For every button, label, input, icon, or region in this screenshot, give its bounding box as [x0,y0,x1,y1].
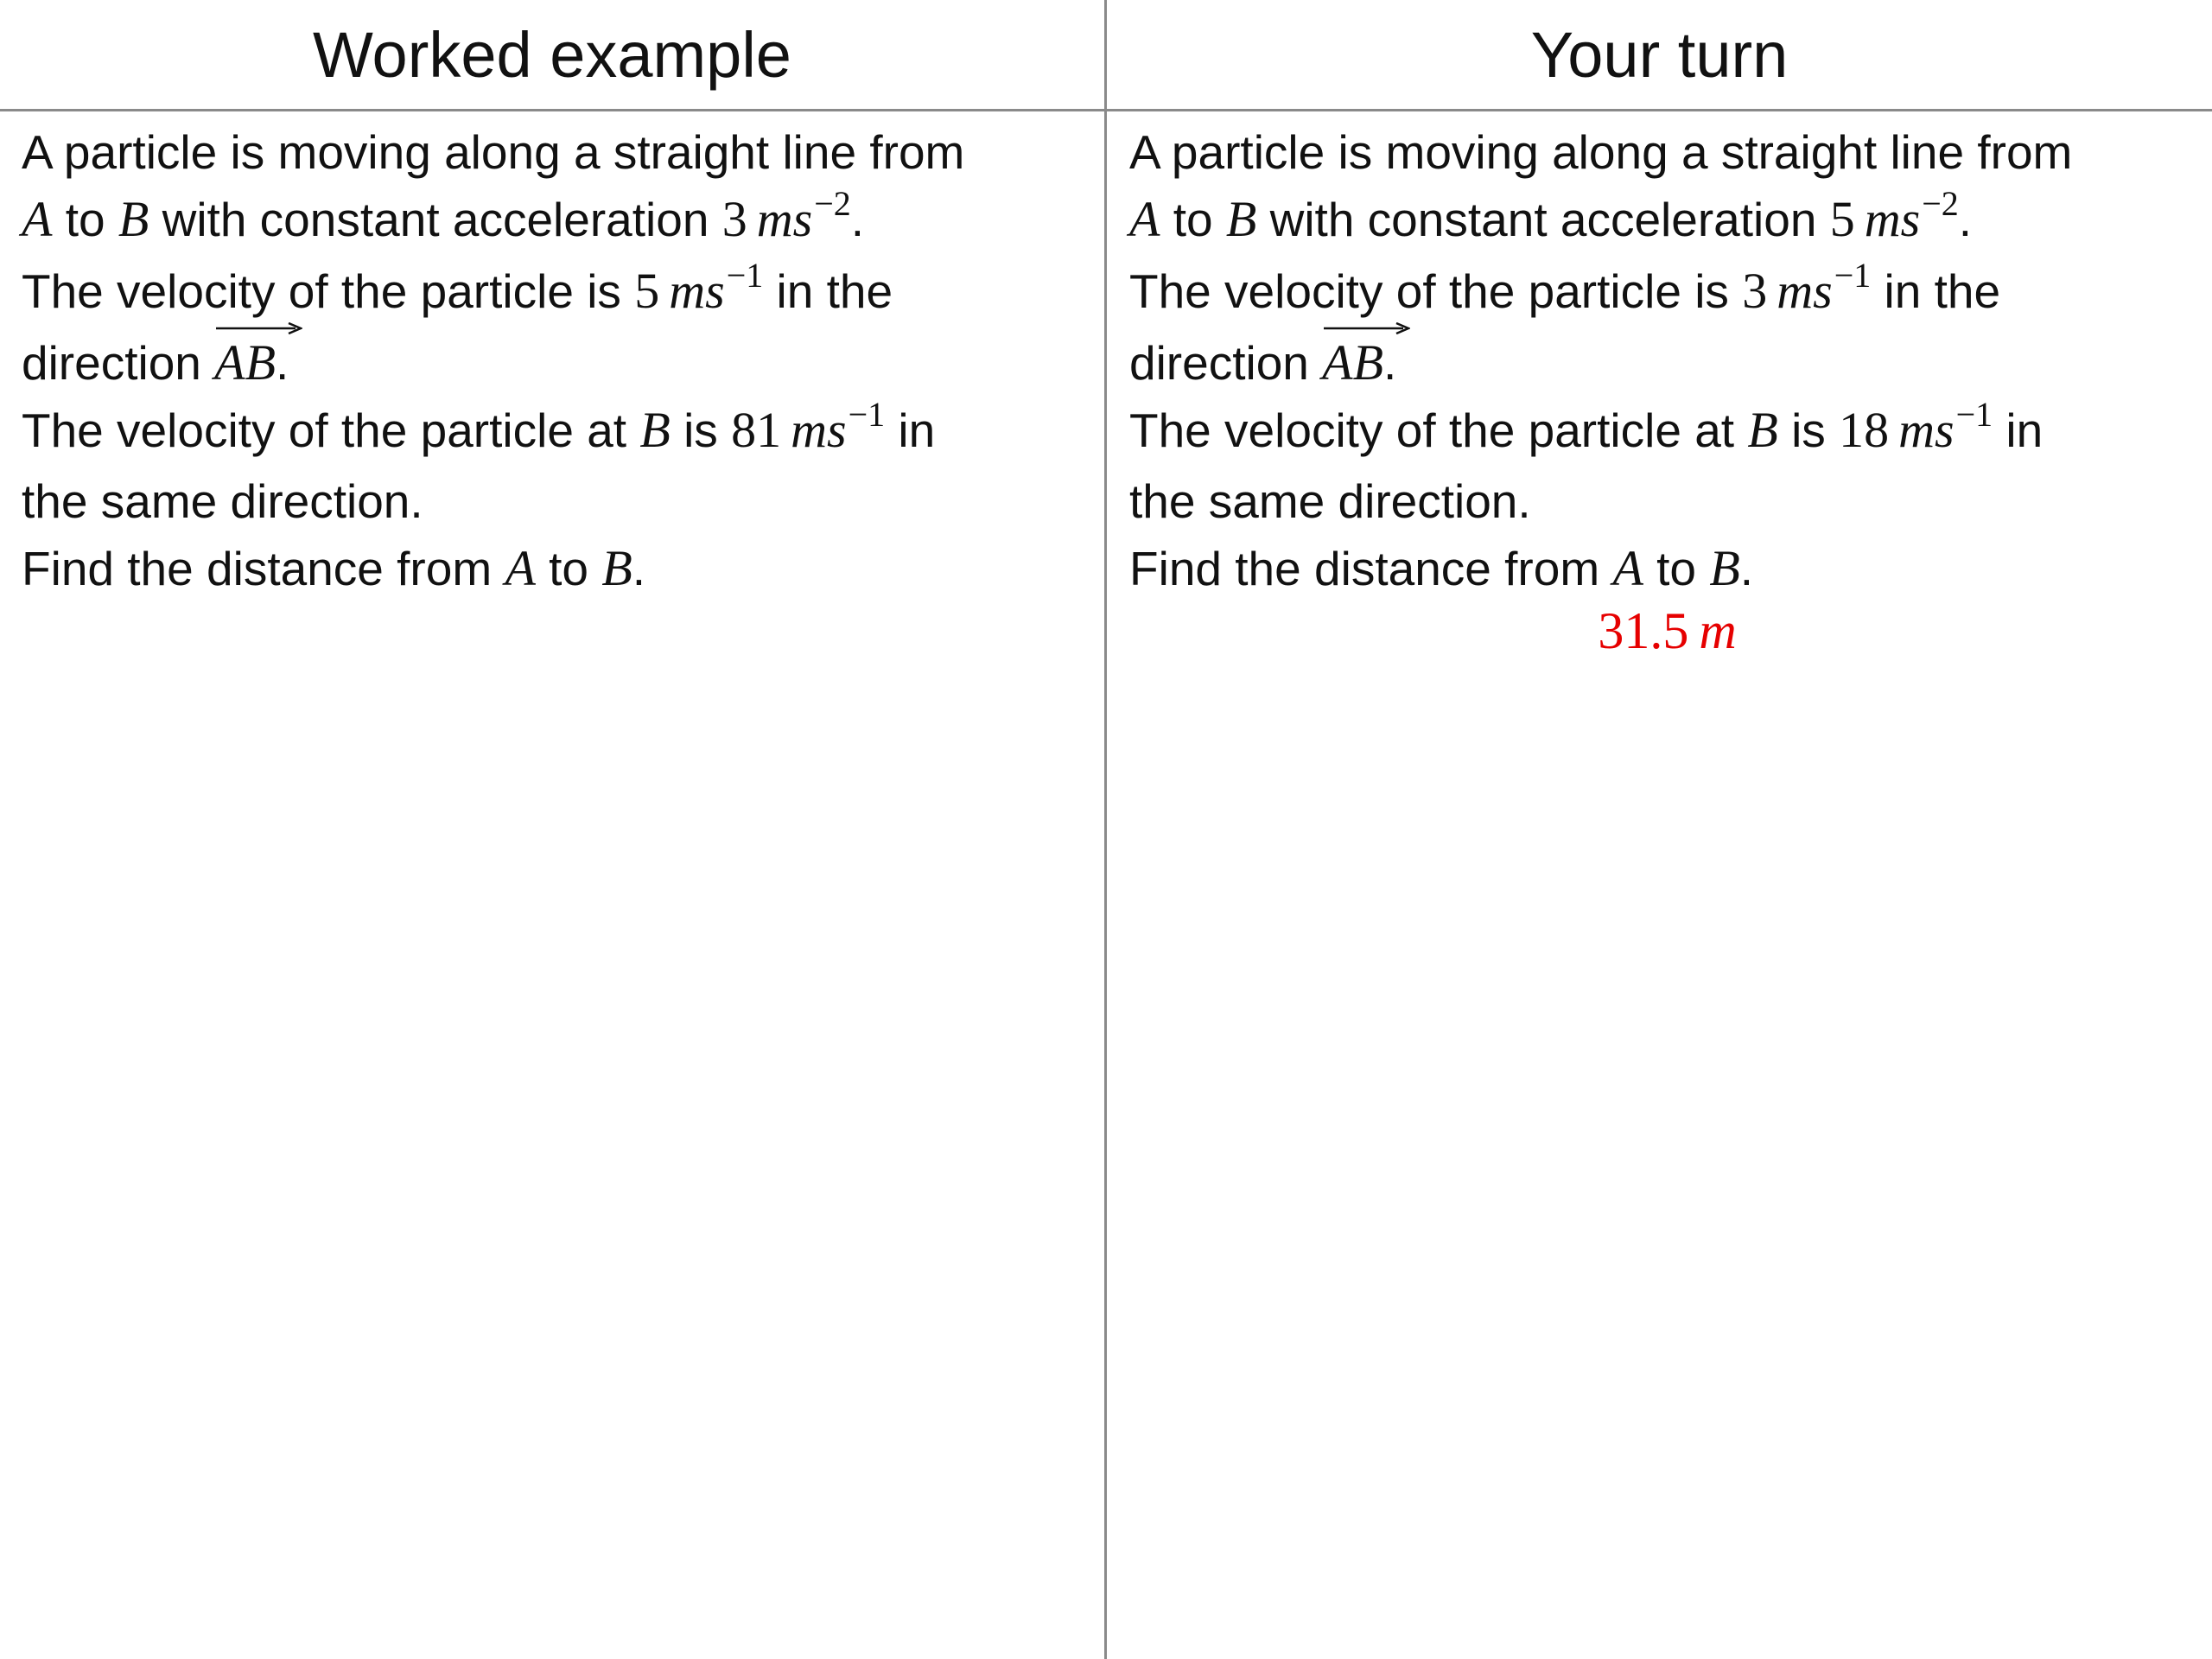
problem-text: Find the distance from [22,542,505,595]
period: . [1958,193,1973,246]
period: . [850,193,865,246]
final-velocity-value: 81 [731,402,782,458]
acceleration-value: 3 [721,191,747,247]
worked-example-panel [22,119,1102,602]
problem-text: to [1160,193,1226,246]
initial-velocity-value: 5 [634,263,660,319]
answer-value: 31.5 [1598,602,1689,659]
point-a: A [22,191,53,247]
problem-line-1 [22,119,1102,186]
problem-text: to [1643,542,1710,595]
point-a: A [505,540,536,596]
answer-unit: m [1699,602,1737,659]
unit: ms [1864,191,1921,247]
acceleration-value: 5 [1829,191,1855,247]
point-b: B [118,191,149,247]
header-divider [0,109,2212,111]
point-b: B [1709,540,1740,596]
problem-text: to [535,542,602,595]
problem-text: The velocity of the particle is [1129,264,1743,318]
problem-text: the same direction. [1129,474,1531,528]
problem-text: is [670,404,732,457]
unit: ms [1777,263,1833,319]
unit-exponent: −1 [1955,395,1993,434]
your-turn-header: Your turn [1530,18,1789,91]
problem-line-6 [22,468,1102,535]
unit-exponent: −2 [814,184,851,223]
period: . [1739,542,1754,595]
problem-line-1 [1129,119,2205,186]
column-divider [1104,0,1107,1659]
problem-text: in [885,404,936,457]
vector-arrow-icon [1324,322,1410,334]
unit-exponent: −1 [848,395,886,434]
problem-text: The velocity of the particle is [22,264,635,318]
period: . [632,542,646,595]
problem-line-4 [22,329,1102,397]
problem-text: A particle is moving along a straight line from [1129,125,2073,179]
problem-text: in [1993,404,2044,457]
unit-exponent: −2 [1922,184,1959,223]
point-b: B [601,540,632,596]
problem-line-7 [22,535,1102,602]
problem-text: A particle is moving along a straight line from [22,125,965,179]
problem-line-2 [1129,186,2205,257]
vector-ab [1322,329,1383,397]
period: . [1383,336,1397,390]
unit-exponent: −1 [726,256,764,295]
problem-text: with constant acceleration [1256,193,1830,246]
problem-text: The velocity of the particle at [22,404,640,457]
vector-label: AB [214,334,276,391]
problem-text: with constant acceleration [149,193,722,246]
unit: ms [756,191,813,247]
final-velocity-value: 18 [1839,402,1890,458]
unit: ms [791,402,847,458]
vector-ab [214,329,276,397]
unit: ms [669,263,725,319]
point-a: A [1612,540,1643,596]
problem-line-3 [22,257,1102,329]
problem-text: is [1777,404,1840,457]
problem-text: in the [1871,264,2001,318]
unit-exponent: −1 [1834,256,1872,295]
problem-line-5 [22,397,1102,468]
problem-line-6 [1129,468,2205,535]
answer [1129,598,2205,664]
problem-line-3 [1129,257,2205,329]
period: . [276,336,289,390]
point-b: B [1747,402,1778,458]
problem-text: The velocity of the particle at [1129,404,1748,457]
problem-text: in the [763,264,893,318]
problem-text: Find the distance from [1129,542,1613,595]
your-turn-panel [1129,119,2205,602]
problem-text: to [52,193,118,246]
worked-example-header: Worked example [313,18,791,91]
unit: ms [1898,402,1955,458]
problem-text: direction [1129,336,1323,390]
problem-line-4 [1129,329,2205,397]
problem-line-7 [1129,535,2205,602]
problem-line-5 [1129,397,2205,468]
point-b: B [1225,191,1257,247]
problem-text: the same direction. [22,474,423,528]
point-a: A [1129,191,1160,247]
vector-label: AB [1322,334,1384,391]
point-b: B [639,402,671,458]
problem-line-2 [22,186,1102,257]
initial-velocity-value: 3 [1742,263,1768,319]
vector-arrow-icon [216,322,302,334]
problem-text: direction [22,336,215,390]
